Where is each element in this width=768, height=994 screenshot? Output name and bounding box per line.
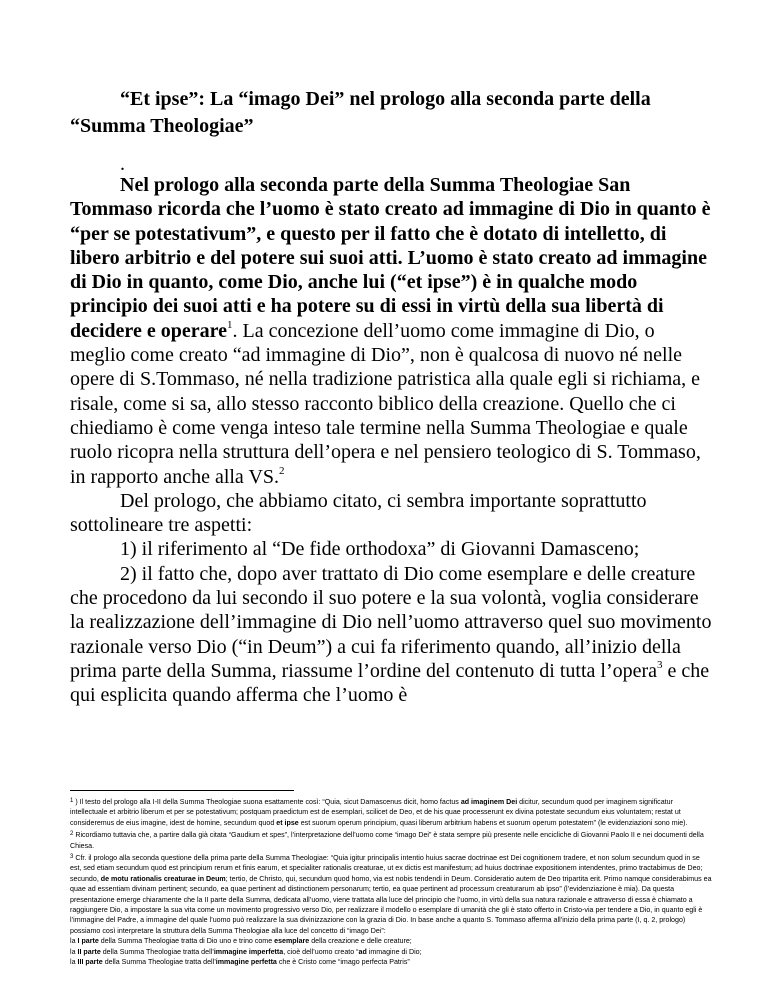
- list-item-1: 1) il riferimento al “De fide orthodoxa” di Giovanni Damasceno;: [120, 538, 640, 561]
- footnote-3: [70, 852, 712, 967]
- footnote-3-list-1-text: della Summa Theologiae tratta di Dio uno e trino come: [98, 937, 275, 946]
- list-item-2-text: 2) il fatto che, dopo aver trattato di Dio come esemplare e delle creature che procedono da lui secondo il suo potere e la sua volontà, voglia considerare la realizzazione dell’immagine di Dio nell’uomo attraverso quel suo movimento razionale verso Dio (“in Deum”) a cui fa riferimento quando, all’inizio della prima parte della Summa, riassume l’ordine del contenuto di tutta l’opera: [70, 562, 712, 682]
- footnote-3-list-3-emphasis: immagine perfetta: [215, 958, 277, 967]
- list-item-2: [70, 562, 714, 708]
- footnote-3-list-3-part: III parte: [77, 958, 103, 967]
- footnote-3-list-1: la: [70, 937, 78, 946]
- footnote-3-mark: 3: [70, 854, 74, 861]
- list-item-2-text-end: e che qui esplicita quando afferma che l’uomo è: [70, 659, 710, 707]
- footnote-1-text-end: est suorum operum principium, quasi liberum arbitrium habens et suorum operum potestatem” (le evidenziazioni sono mie).: [298, 818, 688, 827]
- footnotes: [70, 796, 712, 969]
- footnote-3-list-2-part: II parte: [77, 947, 101, 956]
- title-line-2: “Summa Theologiae”: [70, 115, 254, 137]
- footnote-1-mark: 1: [70, 798, 74, 804]
- footnote-3-list-2-text: della Summa Theologiae tratta dell’: [100, 947, 214, 956]
- footnote-3-emphasis: de motu rationalis creaturae in Deum: [100, 874, 226, 883]
- section-separator: .: [120, 153, 125, 175]
- footnote-3-list-1-part: I parte: [77, 937, 99, 946]
- paragraph-1-bold-text: Nel prologo alla seconda parte della Summa Theologiae San Tommaso ricorda che l’uomo è stato creato ad immagine di Dio in quanto è “per se potestativum”, e questo per il fatto che è dotato di intelletto, di libero arbitrio e del potere sui suoi atti. L’uomo è stato creato ad immagine di Dio in quanto, come Dio, anche lui (“et ipse”) è in qualche modo principio dei suoi atti e ha potere su di essi in virtù della sua libertà di decidere e operare: [70, 174, 711, 342]
- title-line-1: “Et ipse”: La “imago Dei” nel prologo alla seconda parte della: [120, 88, 651, 110]
- footnote-1-text: ) Il testo del prologo alla I-II della Summa Theologiae suona esattamente così: “Quia, sicut Damascenus dicit, homo factus: [73, 798, 461, 806]
- footnote-ref-1[interactable]: 1: [226, 318, 233, 331]
- footnote-3-list-2: la: [70, 947, 78, 956]
- document-title: [70, 86, 710, 140]
- footnote-3-list-2-text-2: , cioè dell’uomo creato “: [283, 947, 359, 956]
- footnote-1-text-cont: dicitur, secundum quod per imaginem significatur intellectuale et arbitrio liberum et per se potestativum; postquam praedictum est de esemplari, scilicet de Deo, et de his quae processerunt ex divina potestate secundum eius voluntatem; restat ut consideremus de eius imagine, idest de homine, secundum quod: [70, 798, 681, 827]
- footnote-3-list-1-end: della creazione e delle creature;: [309, 937, 412, 946]
- footnote-1-emphasis: ad imaginem Dei: [460, 798, 518, 806]
- footnote-3-text-cont: ; tertio, de Christo, qui, secundum quod homo, via est nobis tendendi in Deum. Consideratio autem de Deo tripartita erit. Primo namque considerabimus ea quae ad essentiam divinam pertinent; secundo, ea quae pertinent ad distinctionem personarum; tertio, ea quae pertinent ad processum creaturarum ab ipso” (l’evidenziazione è mia). Da questa presentazione emerge chiaramente che la II parte della Summa, dedicata all’uomo, viene trattata alla luce del principio che l’uomo, in virtù della sua natura razionale e attraverso di essa è chiamato a raggiungere Dio, a impostare la sua vita come un movimento progressivo verso Dio, per realizzare il modello o esemplare di umanità che gli è stato offerto in Cristo-via per tendere a Dio, in quanto egli è l’immagine del Padre, a immagine del quale l’uomo può realizzare la sua divinizzazione con la grazia di Dio. In base anche a quanto S. Tommaso afferma all’inizio della prima parte (I, q. 2, prologo) possiamo così interpretare la struttura della Summa Theologiae alla luce del concetto di “imago Dei”:: [70, 874, 712, 935]
- footnote-1: [70, 796, 712, 828]
- footnote-2-text: Ricordiamo tuttavia che, a partire dalla già citata “Gaudium et spes”, l’interpretazione dell’uomo come “imago Dei” è stata sempre più presente nelle encicliche di Giovanni Paolo II e nei documenti della Chiesa.: [70, 831, 704, 850]
- footnote-3-list-3: la: [70, 958, 78, 967]
- paragraph-2: Del prologo, che abbiamo citato, ci sembra importante soprattutto sottolineare tre aspetti:: [70, 489, 647, 537]
- footnote-3-list-2-emphasis-2: ad: [358, 947, 367, 956]
- footnote-3-list-2-emphasis: immagine imperfetta: [213, 947, 284, 956]
- paragraph-1-text: . La concezione dell’uomo come immagine di Dio, o meglio come creato “ad immagine di Dio”, non è qualcosa di nuovo né nelle opere di S.Tommaso, né nella tradizione patristica alla quale egli si richiama, e risale, come si sa, allo stesso racconto biblico della creazione. Quello che ci chiediamo è come venga inteso tale termine nella Summa Theologiae e quale ruolo ricopra nella struttura dell’opera e nel pensiero teologico di S. Tommaso, in rapporto anche alla VS.: [70, 319, 701, 488]
- footnote-3-list-1-emphasis: esemplare: [274, 937, 310, 946]
- footnote-2: [70, 829, 712, 851]
- footnote-divider: [70, 790, 294, 791]
- footnote-ref-2[interactable]: 2: [279, 464, 285, 477]
- footnote-3-text: Cfr. il prologo alla seconda questione della prima parte della Summa Theologiae: “Quia igitur principalis intentio huius sacrae doctrinae est Dei cognitionem tradere, et non solum secundum quod in se est, sed etiam secundum quod est principium rerum et finis earum, et specialiter rationalis creaturae, ut ex dictis est manifestum; ad huius doctrinae expositionem intendentes, primo tractabimus de Deo; secundo,: [70, 854, 703, 883]
- footnote-ref-3[interactable]: 3: [657, 658, 663, 671]
- paragraph-1: [70, 173, 714, 489]
- footnote-2-mark: 2: [70, 831, 74, 838]
- body-text: [70, 173, 714, 708]
- footnote-3-list-3-end: che è Cristo come “imago perfecta Patris”: [276, 958, 410, 967]
- footnote-3-list-3-text: della Summa Theologiae tratta dell’: [102, 958, 216, 967]
- footnote-1-emphasis-2: et ipse: [276, 818, 299, 827]
- footnote-3-list-2-end: immagine di Dio;: [366, 947, 422, 956]
